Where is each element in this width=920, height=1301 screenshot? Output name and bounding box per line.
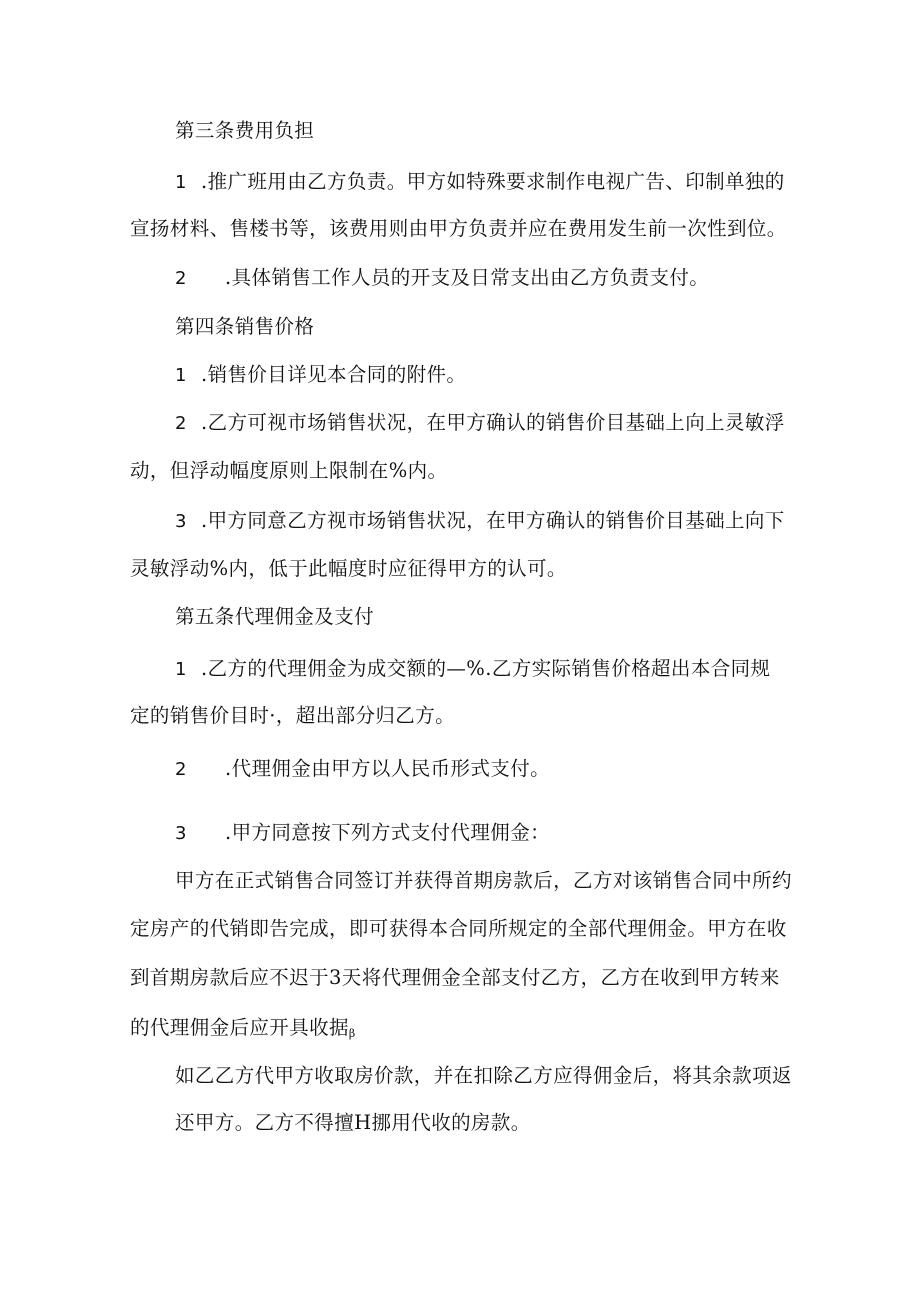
article-3-item-2 xyxy=(175,266,709,291)
item-number: 3 xyxy=(175,823,187,844)
item-text: .具体销售工作人员的开支及日常支出由乙方负责支付。 xyxy=(225,266,710,289)
article-4-item-2 xyxy=(175,411,785,436)
item-number: 2 xyxy=(175,759,187,780)
article-5-paragraph-1-line-3: 到首期房款后应不迟于3天将代理佣金全部支付乙方，乙方在收到甲方转来 xyxy=(130,966,780,989)
article-3-item-1-continued: 宣扬材料、售楼书等，该费用则由甲方负责并应在费用发生前一次性到位。 xyxy=(130,217,787,240)
article-5-paragraph-2: 如乙乙方代甲方收取房价款，并在扣除乙方应得佣金后，将其余款项返 xyxy=(175,1064,792,1087)
trailing-mark: β xyxy=(348,1027,356,1040)
item-text: .甲方同意按下列方式支付代理佣金： xyxy=(225,821,550,844)
article-5-heading: 第五条代理佣金及支付 xyxy=(175,605,375,628)
item-number: 2 xyxy=(175,413,187,434)
item-text: .乙方的代理佣金为成交额的—%.乙方实际销售价格超出本合同规 xyxy=(201,657,771,680)
article-4-item-3-continued: 灵敏浮动%内，低于此幅度时应征得甲方的认可。 xyxy=(130,557,567,580)
article-5-item-1-continued: 定的销售价目时·，超出部分归乙方。 xyxy=(130,704,455,727)
item-text: .代理佣金由甲方以人民币形式支付。 xyxy=(225,757,550,780)
item-number: 1 xyxy=(175,659,187,680)
item-text: .甲方同意乙方视市场销售状况，在甲方确认的销售价目基础上向下 xyxy=(201,509,785,532)
article-4-item-3 xyxy=(175,509,785,534)
article-5-paragraph-2-line-2: 还甲方。乙方不得擅H挪用代收的房款。 xyxy=(175,1111,531,1134)
article-4-item-1 xyxy=(175,363,466,388)
article-5-item-1 xyxy=(175,657,770,682)
article-4-heading: 第四条销售价格 xyxy=(175,315,315,338)
article-4-item-2-continued: 动，但浮动幅度原则上限制在%内。 xyxy=(130,459,448,482)
article-5-paragraph-1: 甲方在正式销售合同签订并获得首期房款后，乙方对该销售合同中所约 xyxy=(175,869,792,892)
article-3-heading: 第三条费用负担 xyxy=(175,119,315,142)
item-text: .销售价目详见本合同的附件。 xyxy=(201,363,467,386)
article-5-paragraph-1-line-2: 定房产的代销即告完成，即可获得本合同所规定的全部代理佣金。甲方在收 xyxy=(130,917,787,940)
item-number: 1 xyxy=(175,172,187,193)
paragraph-text: 的代理佣金后应开具收据 xyxy=(130,1016,349,1039)
article-5-item-2 xyxy=(175,757,550,782)
article-5-item-3 xyxy=(175,821,550,846)
article-5-paragraph-1-line-4 xyxy=(130,1016,356,1046)
item-text: .乙方可视市场销售状况，在甲方确认的销售价目基础上向上灵敏浮 xyxy=(201,411,785,434)
item-number: 1 xyxy=(175,365,187,386)
article-3-item-1 xyxy=(175,170,785,195)
item-number: 3 xyxy=(175,511,187,532)
item-text: .推广班用由乙方负责。甲方如特殊要求制作电视广告、印制单独的 xyxy=(201,170,785,193)
item-number: 2 xyxy=(175,268,187,289)
